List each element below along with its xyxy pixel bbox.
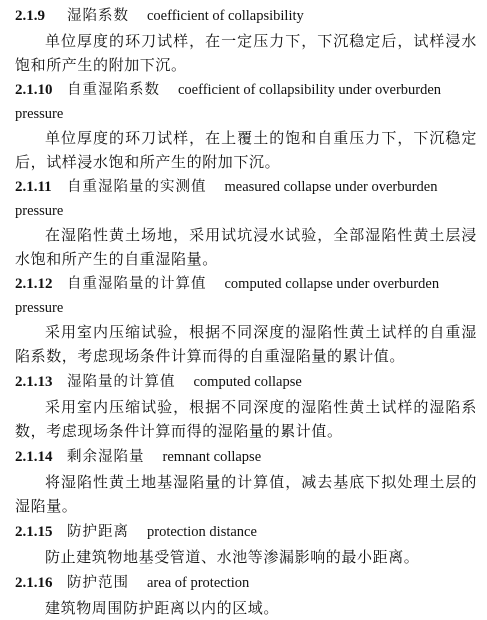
term-chinese: 湿陷量的计算值 (67, 374, 176, 390)
term-entry-2-1-10 (15, 78, 477, 174)
term-english: measured collapse under overburden pressure (15, 179, 438, 219)
term-entry-2-1-12 (15, 272, 477, 368)
clause-number: 2.1.16 (15, 575, 53, 591)
term-english: coefficient of collapsibility under overburden pressure (15, 82, 442, 122)
clause-number: 2.1.9 (15, 8, 45, 24)
term-chinese: 自重湿陷量的实测值 (67, 179, 207, 195)
term-chinese: 自重湿陷系数 (67, 82, 160, 98)
term-chinese: 剩余湿陷量 (67, 449, 145, 465)
term-english: computed collapse (193, 374, 302, 390)
term-english: area of protection (147, 575, 250, 591)
term-definition: 单位厚度的环刀试样，在上覆土的饱和自重压力下，下沉稳定后，试样浸水饱和所产生的附加下沉。 (15, 129, 477, 171)
term-definition: 在湿陷性黄土场地，采用试坑浸水试验，全部湿陷性黄土层浸水饱和所产生的自重湿陷量。 (15, 226, 477, 268)
term-heading (15, 519, 477, 545)
term-english: remnant collapse (162, 449, 262, 465)
term-definition: 将湿陷性黄土地基湿陷量的计算值，减去基底下拟处理土层的湿陷量。 (15, 473, 477, 515)
term-heading (15, 369, 477, 395)
clause-number: 2.1.14 (15, 449, 53, 465)
term-definition: 建筑物周围防护距离以内的区域。 (45, 599, 280, 617)
clause-number: 2.1.10 (15, 82, 53, 98)
term-chinese: 湿陷系数 (67, 8, 129, 24)
clause-number: 2.1.12 (15, 276, 53, 292)
term-heading (15, 78, 477, 126)
term-heading (15, 272, 477, 320)
term-entry-2-1-16 (15, 570, 477, 620)
term-chinese: 自重湿陷量的计算值 (67, 276, 207, 292)
term-heading (15, 444, 477, 470)
term-english: computed collapse under overburden pressure (15, 276, 440, 316)
term-english: protection distance (147, 524, 257, 540)
term-english: coefficient of collapsibility (147, 8, 304, 24)
term-heading (15, 175, 477, 223)
term-chinese: 防护距离 (67, 524, 129, 540)
term-definition: 单位厚度的环刀试样，在一定压力下，下沉稳定后，试样浸水饱和所产生的附加下沉。 (15, 32, 477, 74)
clause-number: 2.1.15 (15, 524, 53, 540)
term-heading (15, 3, 477, 29)
term-entry-2-1-14 (15, 444, 477, 518)
term-definition: 采用室内压缩试验，根据不同深度的湿陷性黄土试样的自重湿陷系数，考虑现场条件计算而得的自重湿陷量的累计值。 (15, 323, 477, 365)
term-entry-2-1-15 (15, 519, 477, 569)
term-entry-2-1-9 (15, 3, 477, 77)
term-entry-2-1-13 (15, 369, 477, 443)
term-heading (15, 570, 477, 596)
term-definition: 采用室内压缩试验，根据不同深度的湿陷性黄土试样的湿陷系数，考虑现场条件计算而得的湿陷量的累计值。 (15, 398, 477, 440)
clause-number: 2.1.13 (15, 374, 53, 390)
clause-number: 2.1.11 (15, 179, 52, 195)
term-entry-2-1-11 (15, 175, 477, 271)
term-chinese: 防护范围 (67, 575, 129, 591)
term-definition: 防止建筑物地基受管道、水池等渗漏影响的最小距离。 (45, 548, 420, 566)
